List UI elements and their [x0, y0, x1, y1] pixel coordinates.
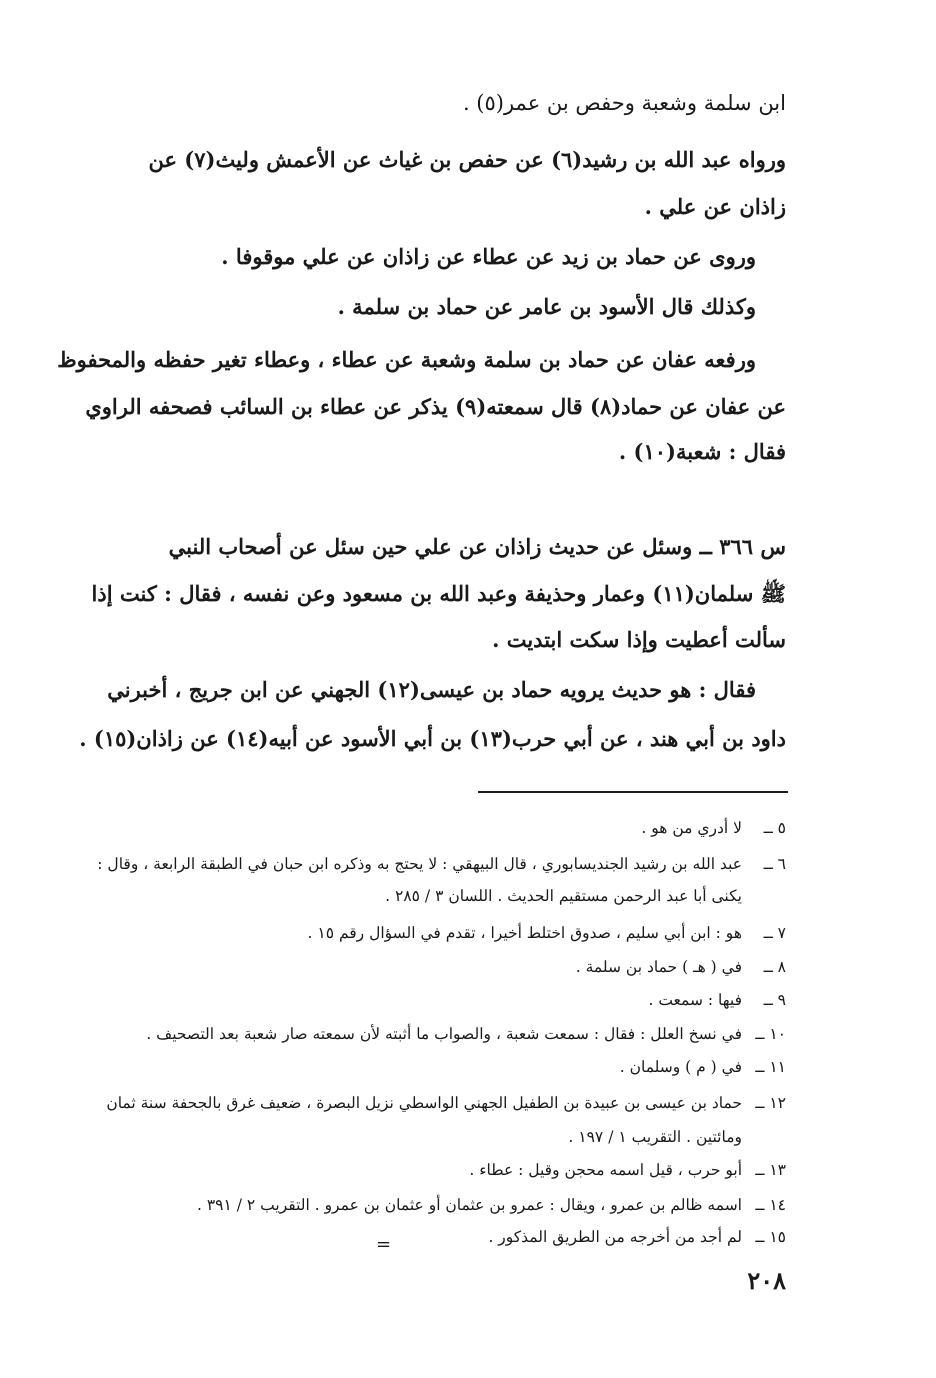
body-line-1: ابن سلمة وشعبة وحفص بن عمر(٥) .: [462, 91, 786, 115]
footnote-6: [97, 852, 786, 876]
footnote-text: اسمه ظالم بن عمرو ، ويقال : عمرو بن عثمان أو عثمان بن عمرو . التقريب ٢ / ٣٩١ .: [196, 1196, 742, 1214]
footnote-8: [576, 955, 786, 979]
footnote-9: [648, 988, 786, 1012]
footnote-number: ١٥ ــ: [755, 1228, 786, 1246]
body-line-7: عن عفان عن حماد(٨) قال سمعته(٩) يذكر عن عطاء بن السائب فصحفه الراوي: [85, 394, 786, 419]
footnote-number: ٩ ــ: [763, 991, 786, 1009]
body-line-10: ﷺ سلمان(١١) وعمار وحذيفة وعبد الله بن مسعود وعن نفسه ، فقال : كنت إذا: [91, 581, 786, 606]
footnote-12-cont: ومائتين . التقريب ١ / ١٩٧ .: [568, 1128, 742, 1146]
continuation-mark: =: [376, 1234, 392, 1255]
page-number: ٢٠٨: [747, 1266, 786, 1295]
footnote-text: حماد بن عيسى بن عبيدة بن الطفيل الجهني الواسطي نزيل البصرة ، ضعيف غرق بالجحفة سنة ثمان: [106, 1094, 742, 1112]
body-line-5: وكذلك قال الأسود بن عامر عن حماد بن سلمة .: [337, 294, 756, 319]
footnote-5: [641, 816, 786, 840]
footnote-divider: [478, 791, 788, 793]
footnote-text: في ( م ) وسلمان .: [619, 1058, 742, 1076]
footnote-13: [469, 1158, 786, 1182]
footnote-number: ١٢ ــ: [755, 1094, 786, 1112]
body-line-2: ورواه عبد الله بن رشيد(٦) عن حفص بن غياث عن الأعمش وليث(٧) عن: [148, 147, 786, 172]
footnote-text: لم أجد من أخرجه من الطريق المذكور .: [488, 1228, 742, 1246]
footnote-text: في ( هـ ) حماد بن سلمة .: [575, 958, 742, 976]
body-line-6: ورفعه عفان عن حماد بن سلمة وشعبة عن عطاء ، وعطاء تغير حفظه والمحفوظ: [57, 347, 756, 372]
footnote-number: ١٤ ــ: [755, 1196, 786, 1214]
footnote-number: ١٣ ــ: [755, 1161, 786, 1179]
footnote-text: عبد الله بن رشيد الجنديسابوري ، قال البيهقي : لا يحتج به وذكره ابن حبان في الطبقة الرابعة ، وقال :: [97, 855, 742, 873]
footnote-11: [620, 1055, 786, 1079]
footnote-number: ٧ ــ: [763, 924, 786, 942]
question-heading-line: س ٣٦٦ ــ وسئل عن حديث زاذان عن علي حين سئل عن أصحاب النبي: [168, 534, 786, 559]
body-line-11: سألت أعطيت وإذا سكت ابتديت .: [492, 627, 786, 652]
footnote-number: ٥ ــ: [763, 819, 786, 837]
footnote-text: في نسخ العلل : فقال : سمعت شعبة ، والصواب ما أثبته لأن سمعته صار شعبة بعد التصحيف .: [146, 1025, 742, 1043]
footnote-text: لا أدري من هو .: [641, 819, 742, 837]
footnote-15: [488, 1225, 786, 1249]
footnote-14: [197, 1193, 786, 1217]
footnote-6-cont: يكنى أبا عبد الرحمن مستقيم الحديث . اللسان ٣ / ٢٨٥ .: [385, 887, 742, 905]
body-line-8: فقال : شعبة(١٠) .: [618, 439, 786, 464]
footnote-text: هو : ابن أبي سليم ، صدوق اختلط أخيرا ، تقدم في السؤال رقم ١٥ .: [307, 924, 742, 942]
body-line-12: فقال : هو حديث يرويه حماد بن عيسى(١٢) الجهني عن ابن جريج ، أخبرني: [107, 677, 756, 702]
footnote-12: [106, 1091, 786, 1115]
footnote-number: ١٠ ــ: [755, 1025, 786, 1043]
footnote-text: أبو حرب ، قيل اسمه محجن وقيل : عطاء .: [469, 1161, 742, 1179]
footnote-number: ٦ ــ: [763, 855, 786, 873]
footnote-number: ١١ ــ: [755, 1058, 786, 1076]
footnote-text: فيها : سمعت .: [648, 991, 742, 1009]
footnote-7: [308, 921, 786, 945]
body-line-4: وروى عن حماد بن زيد عن عطاء عن زاذان عن علي موقوفا .: [221, 244, 756, 269]
footnote-10: [146, 1022, 786, 1046]
footnote-number: ٨ ــ: [763, 958, 786, 976]
body-line-13: داود بن أبي هند ، عن أبي حرب(١٣) بن أبي الأسود عن أبيه(١٤) عن زاذان(١٥) .: [79, 726, 786, 751]
body-line-3: زاذان عن علي .: [644, 194, 786, 219]
